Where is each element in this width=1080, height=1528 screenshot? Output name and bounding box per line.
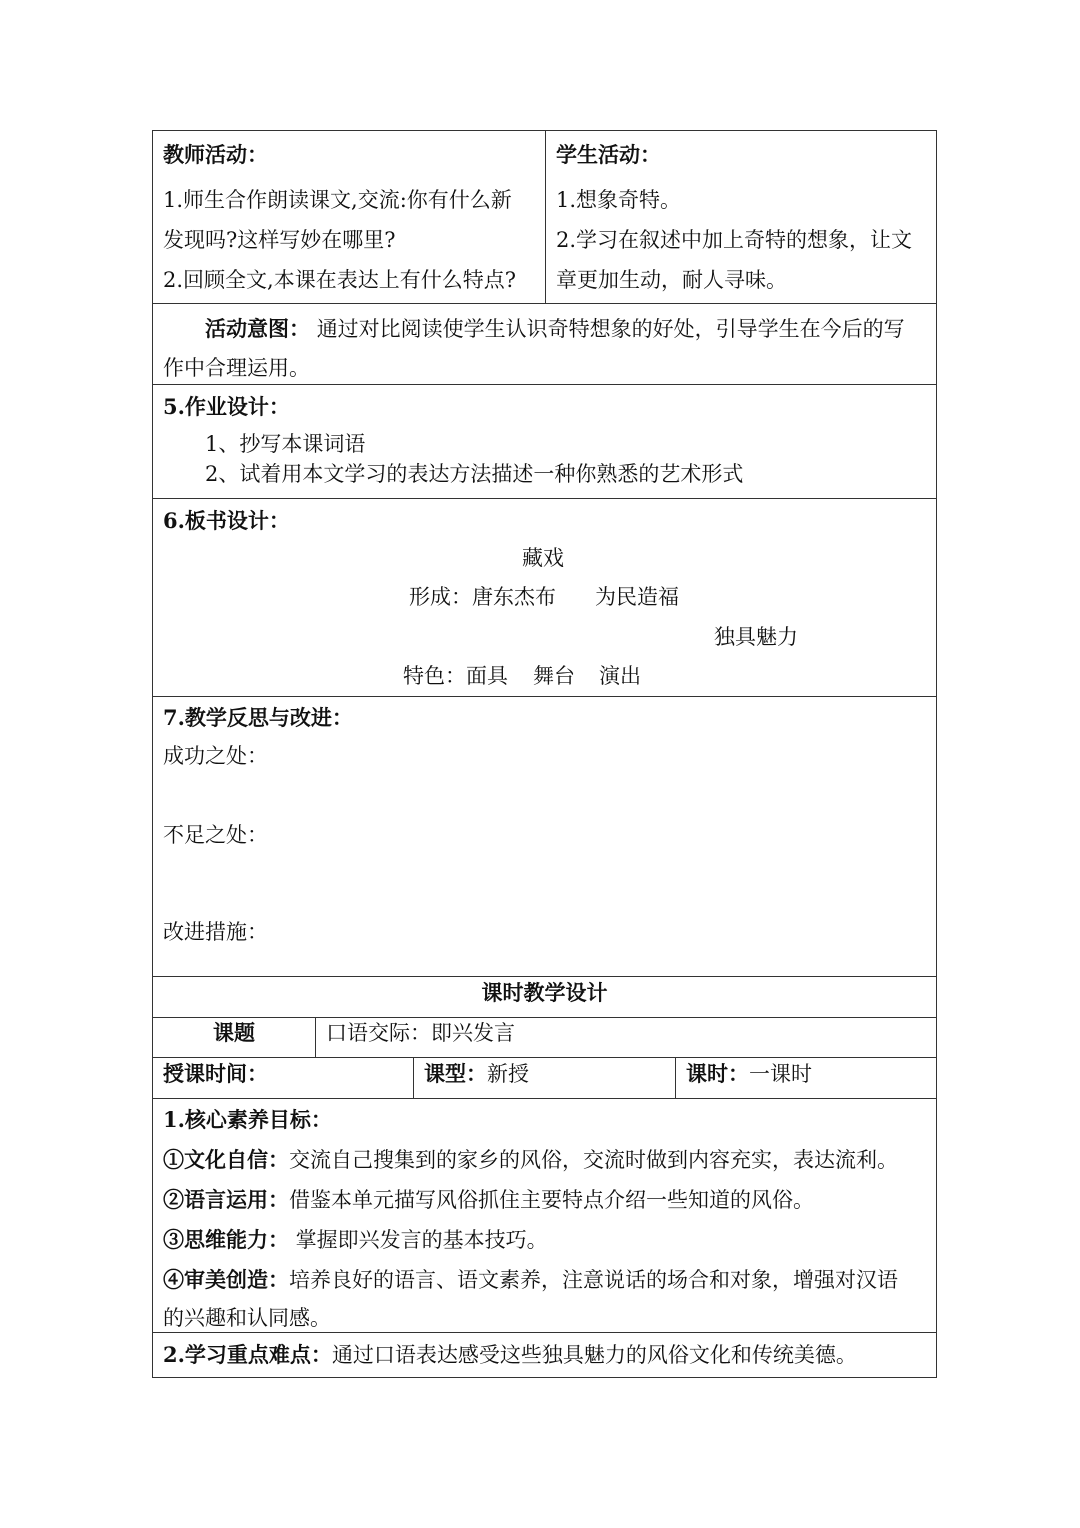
time-cell: [153, 1058, 413, 1098]
homework-heading: 5.作业设计：: [163, 394, 290, 419]
key-points-label: 2.学习重点难点：: [163, 1342, 332, 1367]
key-points-line: [163, 1342, 857, 1368]
board-formation: 形成：唐东杰布: [409, 585, 556, 609]
homework-row: [152, 385, 937, 499]
topic-value-cell: [315, 1018, 936, 1057]
goals-row: [152, 1099, 937, 1333]
goal-text: 交流自己搜集到的家乡的风俗，交流时做到内容充实，表达流利。: [289, 1148, 898, 1172]
hours-line: [686, 1061, 812, 1087]
board-design-row: [152, 499, 937, 697]
goals-heading: 1.核心素养目标：: [163, 1107, 332, 1132]
reflection-row: [152, 697, 937, 977]
activity-intent-line: [205, 316, 905, 342]
topic-row: [152, 1018, 937, 1058]
lesson-plan-table: [152, 130, 937, 1378]
goal-text: 掌握即兴发言的基本技巧。: [289, 1228, 548, 1252]
board-title: 藏戏: [522, 546, 564, 570]
board-feature: 舞台: [533, 664, 575, 688]
hours-value: 一课时: [749, 1062, 812, 1086]
type-label: 课型：: [424, 1061, 487, 1086]
teacher-activity-line: 发现吗?这样写妙在哪里?: [163, 228, 396, 252]
student-activity-line: 2.学习在叙述中加上奇特的想象，让文: [556, 228, 913, 252]
goal-item: [163, 1227, 548, 1253]
goal-item: [163, 1187, 814, 1213]
homework-item: 1、抄写本课词语: [205, 432, 366, 456]
lesson-design-title-row: [152, 977, 937, 1018]
topic-label: 课题: [213, 1020, 255, 1045]
reflection-success: 成功之处：: [163, 744, 268, 768]
board-charm: 独具魅力: [714, 625, 798, 649]
reflection-heading: 7.教学反思与改进：: [163, 705, 353, 730]
activity-intent-text: 通过对比阅读使学生认识奇特想象的好处，引导学生在今后的写: [316, 317, 905, 341]
key-points-text: 通过口语表达感受这些独具魅力的风俗文化和传统美德。: [331, 1343, 857, 1367]
time-label: 授课时间：: [163, 1061, 268, 1086]
board-design-heading: 6.板书设计：: [163, 508, 290, 533]
activity-intent-row: [152, 304, 937, 385]
reflection-shortcoming: 不足之处：: [163, 823, 268, 847]
key-points-row: [152, 1333, 937, 1378]
board-feature: 特色：面具: [403, 664, 508, 688]
homework-item: 2、试着用本文学习的表达方法描述一种你熟悉的艺术形式: [205, 462, 744, 486]
hours-cell: [675, 1058, 936, 1098]
reflection-improve: 改进措施：: [163, 920, 268, 944]
board-feature: 演出: [599, 664, 641, 688]
teacher-activity-heading: 教师活动：: [163, 142, 268, 167]
goal-label: ④审美创造：: [163, 1267, 289, 1292]
goal-label: ②语言运用：: [163, 1187, 289, 1212]
goal-text: 借鉴本单元描写风俗抓住主要特点介绍一些知道的风俗。: [289, 1188, 814, 1212]
activity-intent-line-2: 作中合理运用。: [163, 356, 310, 380]
goal-label: ①文化自信：: [163, 1147, 289, 1172]
type-line: [424, 1061, 529, 1087]
board-formation-right: 为民造福: [595, 585, 679, 609]
schedule-row: [152, 1058, 937, 1099]
type-cell: [413, 1058, 675, 1098]
goal-item: [163, 1147, 898, 1173]
goal-text: 培养良好的语言、语文素养，注意说话的场合和对象，增强对汉语: [289, 1268, 898, 1292]
goal-continuation: 的兴趣和认同感。: [163, 1306, 331, 1330]
goal-label: ③思维能力：: [163, 1227, 289, 1252]
hours-label: 课时：: [686, 1061, 749, 1086]
teacher-activity-line: 2.回顾全文,本课在表达上有什么特点?: [163, 268, 516, 292]
student-activity-line: 1.想象奇特。: [556, 188, 682, 212]
goal-item: [163, 1267, 898, 1293]
lesson-design-title: 课时教学设计: [481, 980, 608, 1005]
topic-value: 口语交际：即兴发言: [326, 1021, 515, 1045]
topic-label-cell: [153, 1018, 315, 1057]
type-value: 新授: [487, 1062, 529, 1086]
teacher-activity-cell: [153, 131, 545, 303]
teacher-activity-line: 1.师生合作朗读课文,交流:你有什么新: [163, 188, 512, 212]
student-activity-heading: 学生活动：: [556, 142, 661, 167]
student-activity-cell: [545, 131, 936, 303]
student-activity-line: 章更加生动，耐人寻味。: [556, 268, 787, 292]
activity-intent-label: 活动意图：: [205, 316, 310, 341]
activities-row: [152, 130, 937, 304]
